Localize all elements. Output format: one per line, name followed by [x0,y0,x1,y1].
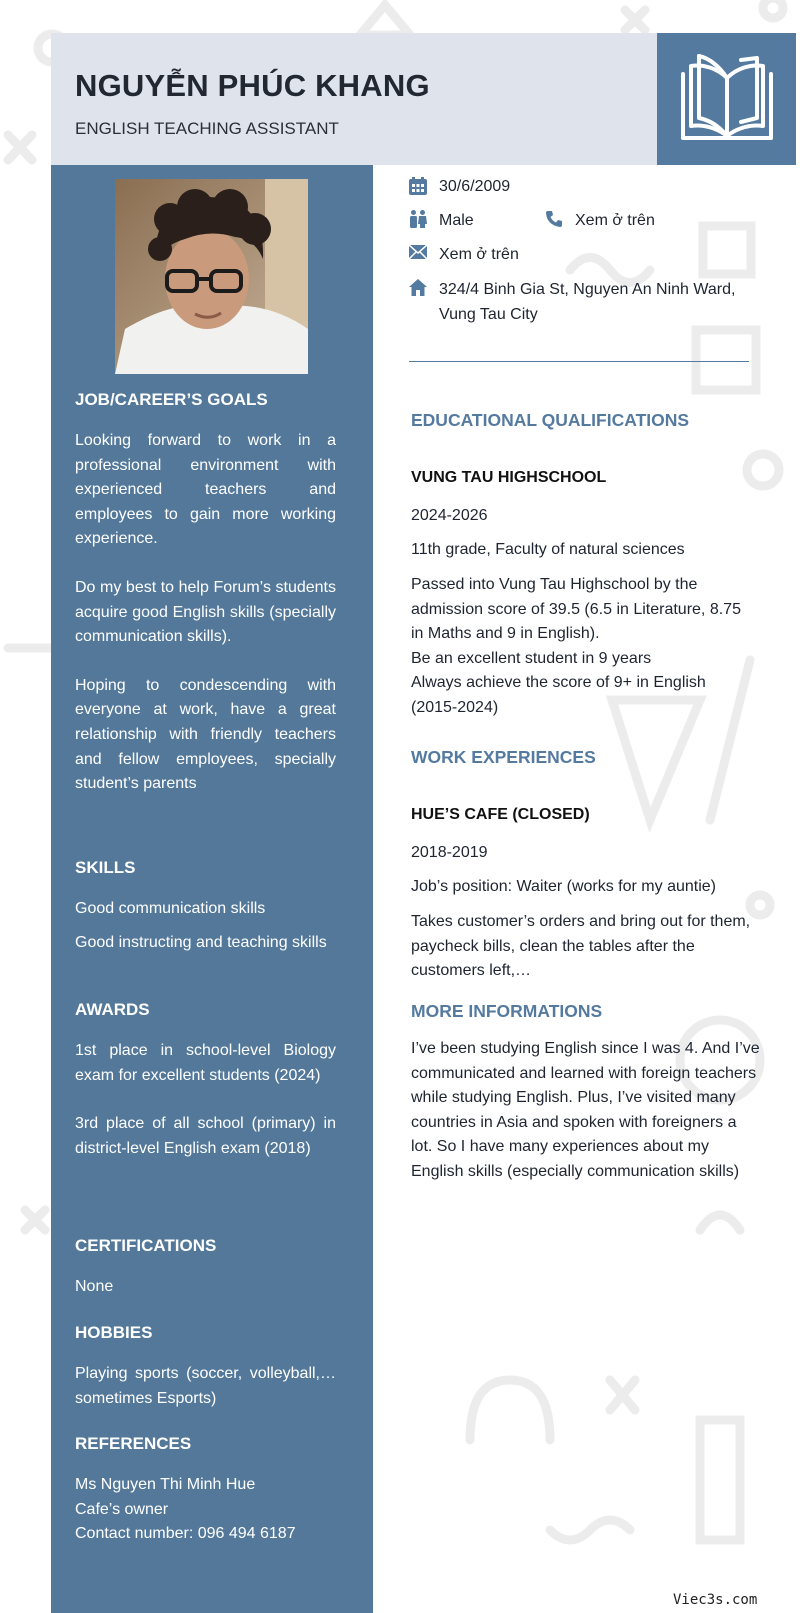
avatar-image [115,179,308,374]
education-details [411,573,756,721]
work-description: Takes customer’s orders and bring out for them, paycheck bills, clean the tables after the customers left,… [411,913,751,980]
job-title: ENGLISH TEACHING ASSISTANT [75,119,339,138]
goals-heading: JOB/CAREER’S GOALS [75,390,268,409]
award-item: 3rd place of all school (primary) in district-level English exam (2018) [75,1115,336,1157]
reference-line: Ms Nguyen Thi Minh Hue [75,1476,256,1493]
header-logo-box [657,33,796,165]
education-detail-line: Be an excellent student in 9 years [411,649,652,667]
school-name: VUNG TAU HIGHSCHOOL [411,469,607,486]
birthdate-value: 30/6/2009 [439,178,511,195]
goals-paragraph: Do my best to help Forum’s students acquire good English skills (specially communication skills). [75,578,336,646]
skill-item: Good instructing and teaching skills [75,933,327,951]
skill-item: Good communication skills [75,900,266,917]
goals-paragraph: Hoping to condescending with everyone at work, have a great relationship with friendly teachers and fellow employees, specially student’s parents [75,676,336,793]
education-detail-line: Always achieve the score of 9+ in English (2015-2024) [411,674,706,716]
education-heading: EDUCATIONAL QUALIFICATIONS [411,410,690,430]
work-heading: WORK EXPERIENCES [411,747,596,767]
certifications-text: None [75,1278,114,1295]
address-value: 324/4 Binh Gia St, Nguyen An Ninh Ward, Vung Tau City [439,281,736,323]
left-sidebar [51,165,373,1613]
skills-heading: SKILLS [75,858,136,877]
references-heading: REFERENCES [75,1434,192,1453]
email-value: Xem ở trên [439,246,519,263]
header-banner [51,33,657,165]
profile-photo [115,179,308,374]
phone-icon [545,210,563,228]
goals-section [75,389,336,797]
skills-section [75,857,336,955]
open-book-icon [679,52,775,142]
phone-value: Xem ở trên [575,212,655,229]
calendar-icon [409,177,427,195]
education-grade: 11th grade, Faculty of natural sciences [411,541,685,558]
hobbies-section [75,1322,336,1411]
more-info-text: I’ve been studying English since I was 4. And I’ve communicated and learned with foreign teachers while studying English. Plus, I’ve visited many countries in Asia and spoken with foreigners a lot. So I have many experiences about my English skills (especially communication skills) [411,1040,760,1180]
goals-paragraph: Looking forward to work in a professional environment with experienced teachers and employees to gain more working experience. [75,432,336,548]
work-period: 2018-2019 [411,844,488,861]
site-watermark: Viec3s.com [673,1592,758,1608]
home-icon [409,279,427,296]
candidate-name: NGUYỄN PHÚC KHANG [75,68,430,103]
reference-line: Contact number: 096 494 6187 [75,1525,296,1543]
references-section [75,1433,336,1547]
work-position: Job’s position: Waiter (works for my auntie) [411,878,716,895]
awards-heading: AWARDS [75,1000,150,1019]
award-item: 1st place in school-level Biology exam for excellent students (2024) [75,1042,336,1084]
company-name: HUE’S CAFE (CLOSED) [411,806,590,823]
gender-value: Male [439,212,474,229]
gender-icon [409,210,427,228]
certifications-section [75,1235,336,1300]
main-column [373,165,800,1613]
hobbies-text: Playing sports (soccer, volleyball,… sometimes Esports) [75,1365,336,1407]
contact-divider [409,361,749,362]
certifications-heading: CERTIFICATIONS [75,1236,217,1255]
hobbies-heading: HOBBIES [75,1323,153,1342]
more-info-heading: MORE INFORMATIONS [411,1001,603,1021]
awards-section [75,999,336,1161]
reference-line: Cafe’s owner [75,1500,169,1518]
education-detail-line: Passed into Vung Tau Highschool by the admission score of 39.5 (6.5 in Literature, 8.75 in Maths and 9 in English). [411,576,741,643]
education-period: 2024-2026 [411,507,488,524]
mail-icon [409,245,427,259]
